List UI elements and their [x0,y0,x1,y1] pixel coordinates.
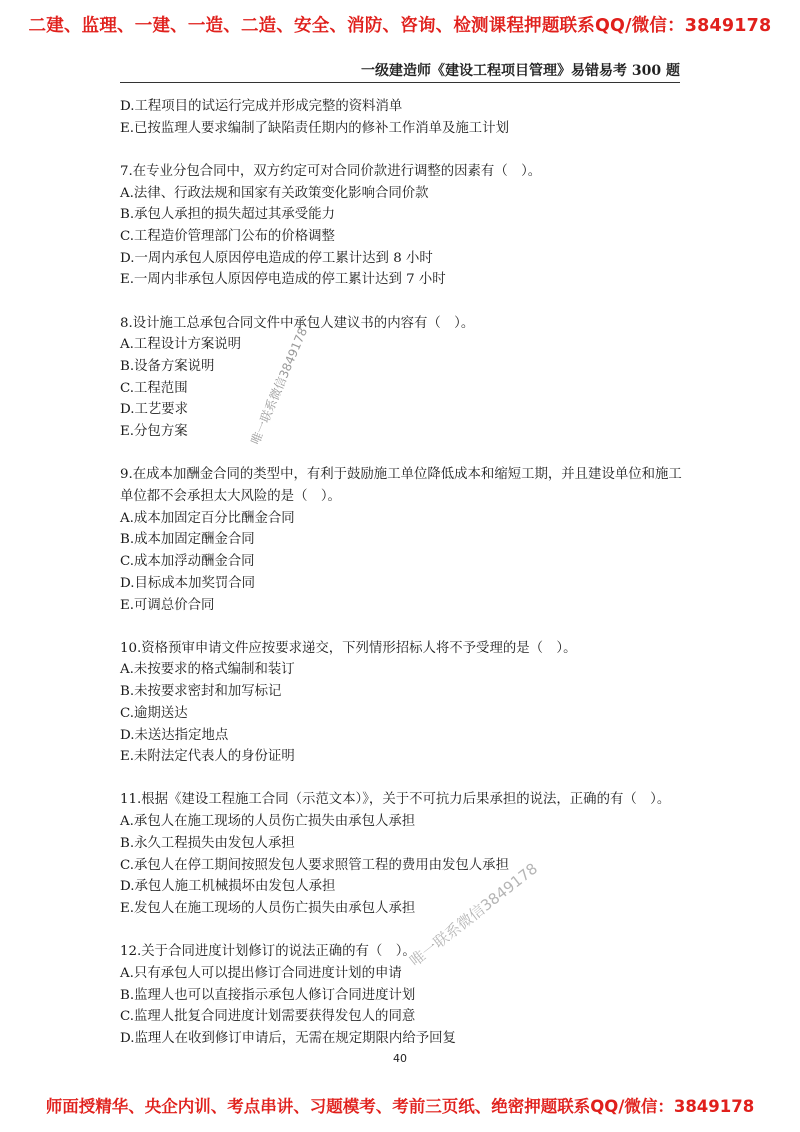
option-c: C.监理人批复合同进度计划需要获得发包人的同意 [120,1009,416,1025]
option-d: D.未送达指定地点 [120,727,229,743]
question-10 [120,638,685,768]
question-stem: 10.资格预审申请文件应按要求递交，下列情形招标人将不予受理的是（ ）。 [120,640,577,656]
option-c: C.工程造价管理部门公布的价格调整 [120,229,335,245]
question-stem: 7.在专业分包合同中，双方约定可对合同价款进行调整的因素有（ ）。 [120,163,542,179]
header-rule [120,82,680,83]
option-a: A.成本加固定百分比酬金合同 [120,510,295,526]
question-content [120,96,685,1071]
option-b: B.监理人也可以直接指示承包人修订合同进度计划 [120,987,416,1003]
option-d: D.工程项目的试运行完成并形成完整的资料消单 [120,99,403,114]
watermark: 唯一联系微信3849178 [406,859,541,971]
question-stem: 9.在成本加酬金合同的类型中，有利于鼓励施工单位降低成本和缩短工期，并且建设单位和施工单位都不会承担太大风险的是（ ）。 [120,467,682,505]
option-e: E.一周内非承包人原因停电造成的停工累计达到 7 小时 [120,272,446,288]
option-c: C.工程范围 [120,380,188,396]
option-e: E.分包方案 [120,424,188,440]
option-e: E.未附法定代表人的身份证明 [120,749,295,765]
option-a: A.未按要求的格式编制和装订 [120,662,295,678]
option-b: B.承包人承担的损失超过其承受能力 [120,207,335,223]
question-stem: 8.设计施工总承包合同文件中承包人建议书的内容有（ ）。 [120,315,475,331]
question-9 [120,464,685,616]
option-b: B.成本加固定酬金合同 [120,532,255,548]
question-stem: 11.根据《建设工程施工合同（示范文本）》，关于不可抗力后果承担的说法，正确的有（ ）。 [120,792,671,808]
question-stem: 12.关于合同进度计划修订的说法正确的有（ ）。 [120,944,416,960]
top-banner: 二建、监理、一建、一造、二造、安全、消防、咨询、检测课程押题联系QQ/微信：3849178 [28,16,772,36]
header-title: 一级建造师《建设工程项目管理》易错易考 300 题 [361,63,680,79]
question-8 [120,313,685,443]
option-d: D.一周内承包人原因停电造成的停工累计达到 8 小时 [120,250,433,266]
option-d: D.承包人施工机械损坏由发包人承担 [120,879,336,895]
option-c: C.承包人在停工期间按照发包人要求照管工程的费用由发包人承担 [120,857,509,873]
option-d: D.目标成本加奖罚合同 [120,575,256,591]
watermark: 唯一联系微信3849178 [248,325,311,447]
question-7 [120,161,685,291]
option-a: A.法律、行政法规和国家有关政策变化影响合同价款 [120,185,429,201]
option-e: E.已按监理人要求编制了缺陷责任期内的修补工作消单及施工计划 [120,120,509,136]
option-b: B.未按要求密封和加写标记 [120,684,282,700]
option-c: C.成本加浮动酬金合同 [120,554,255,570]
option-a: A.只有承包人可以提出修订合同进度计划的申请 [120,965,402,981]
option-e: E.发包人在施工现场的人员伤亡损失由承包人承担 [120,901,416,916]
question-12 [120,941,685,1050]
question-6-tail [120,96,685,139]
option-d: D.监理人在收到修订申请后，无需在规定期限内给予回复 [120,1031,456,1047]
option-e: E.可调总价合同 [120,597,215,613]
question-11 [120,789,685,919]
option-a: A.工程设计方案说明 [120,337,242,353]
bottom-banner: 师面授精华、央企内训、考点串讲、习题模考、考前三页纸、绝密押题联系QQ/微信：3849178 [45,1097,755,1116]
option-c: C.逾期送达 [120,705,188,721]
option-a: A.承包人在施工现场的人员伤亡损失由承包人承担 [120,814,416,830]
option-d: D.工艺要求 [120,402,189,418]
option-b: B.设备方案说明 [120,359,215,375]
page-number: 40 [393,1052,407,1065]
option-b: B.永久工程损失由发包人承担 [120,835,295,851]
